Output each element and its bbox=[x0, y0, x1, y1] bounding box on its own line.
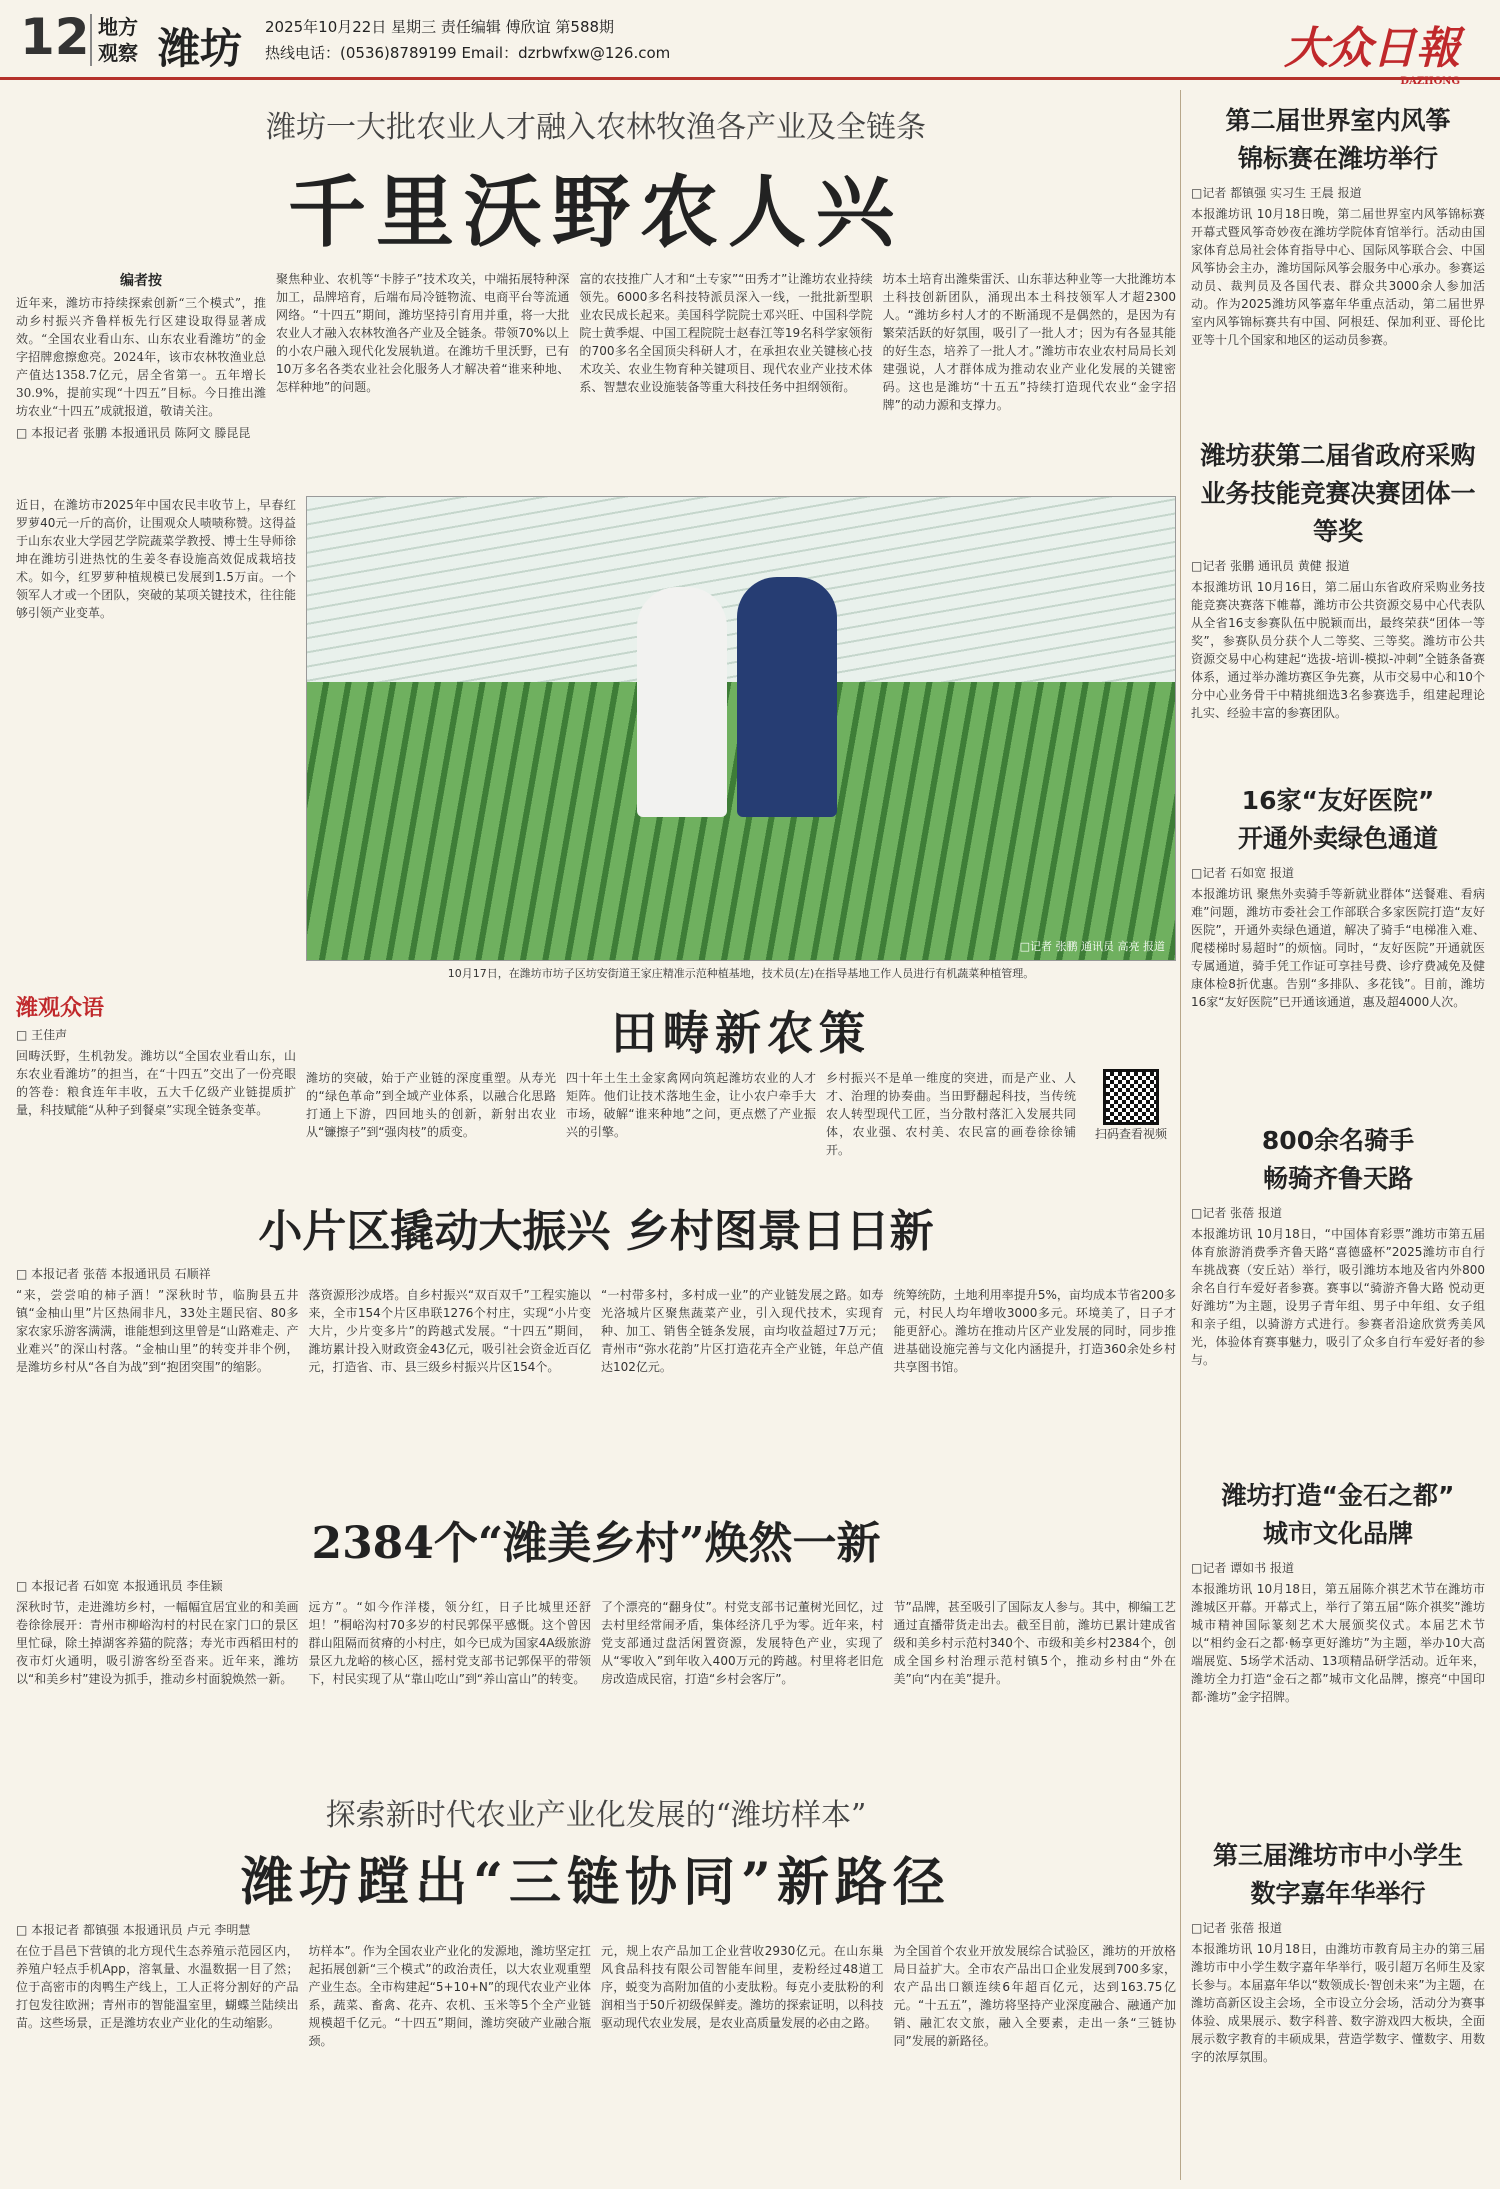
commentary-title: 田畴新农策 bbox=[611, 1006, 871, 1060]
story2-body: “来，尝尝咱的柿子酒！”深秋时节，临朐县五井镇“金柚山里”片区热闹非凡，33处主题民宿、80多家农家乐游客满满，谁能想到这里曾是“山路难走、产业难兴”的深山村落。“金柚山里”的转变并非个例，是潍坊乡村从“各自为战”到“抱团突围”的缩影。 落资源形沙成塔。自乡村振兴“双百双千”工程实施以来，全市154个片区串联1276个村庄，实现“小片变大片，少片变多片”的跨越式发展。“十四五”期间，潍坊累计投入财政资金43亿元，吸引社会资金近百亿元，打造省、市、县三级乡村振兴片区154个。 “一村带多村，多村成一业”的产业链发展之路。如寿光洛城片区聚焦蔬菜产业，引入现代技术，实现育种、加工、销售全链条发展，亩均收益超过7万元；青州市“弥水花韵”片区打造花卉全产业链，年总产值达102亿元。 统筹统防，土地利用率提升5%，亩均成本节省200多元，村民人均年增收3000多元。环境美了，日子才能更舒心。潍坊在推动片区产业发展的同时，同步推进基础设施完善与文化内涵提升，打造360余处乡村共享图书馆。 bbox=[16, 1288, 1176, 1374]
technician-figure bbox=[637, 587, 727, 817]
brief-0: 第二届世界室内风筝 锦标赛在潍坊举行 □记者 都镇强 实习生 王晨 报道 本报潍坊讯 10月18日晚，第二届世界室内风筝锦标赛开幕式暨风筝奇妙夜在潍坊学院体育馆举行。活动由国家体育总局社会体育指导中心、国际风筝联合会、中国风筝协会主办，潍坊国际风筝会服务中心承办。参赛运动员、裁判员及各国代表、群众共3000余人参加活动。作为2025潍坊风筝嘉年华重点活动，第二届世界室内风筝锦标赛共有中国、阿根廷、保加利亚、哥伦比亚等十几个国家和地区的运动员参赛。 bbox=[1191, 106, 1485, 347]
story4-body: 在位于昌邑下营镇的北方现代生态养殖示范园区内，养殖户轻点手机App，溶氧量、水温数据一目了然；位于高密市的肉鸭生产线上，工人正将分割好的产品打包发往欧洲；青州市的智能温室里，蝴蝶兰陆续出苗。这些场景，正是潍坊农业产业化的生动缩影。 坊样本”。作为全国农业产业化的发源地，潍坊坚定扛起拓展创新“三个模式”的政治责任，以大农业观重塑产业生态。全市构建起“5+10+N”的现代农业产业体系，蔬菜、畜禽、花卉、农机、玉米等5个全产业链规模超千亿元。“十四五”期间，潍坊突破产业融合瓶颈。 元，规上农产品加工企业营收2930亿元。在山东巢风食品科技有限公司智能车间里，麦粉经过48道工序，蜕变为高附加值的小麦肽粉。每克小麦肽粉的利润相当于50斤初级保鲜麦。潍坊的探索证明，以科技驱动现代农业发展，是农业高质量发展的必由之路。 为全国首个农业开放发展综合试验区，潍坊的开放格局日益扩大。全市农产品出口企业发展到700多家，农产品出口额连续6年超百亿元，达到163.75亿元。“十五五”，潍坊将坚持产业深度融合、融通产加销、融汇农文旅，融入全要素，走出一条“三链协同”发展的新路径。 bbox=[16, 1944, 1176, 2048]
story3-headline: 2384个“潍美乡村”焕然一新 bbox=[311, 1518, 881, 1569]
commentary-block: 潍观众语 □ 王佳声 回畴沃野，生机勃发。潍坊以“全国农业看山东，山东农业看潍坊”的担当，在“十四五”交出了一份亮眼的答卷：粮食连年丰收，五大千亿级产业链提质扩量，科技赋能“从种子到餐桌”实现全链条变革。 田畴新农策 潍坊的突破，始于产业链的深度重塑。从寿光的“绿色革命”到全域产业体系，以融合化思路打通上下游，四回地头的创新，新射出农业从“镰擦子”到“强肉枝”的质变。 四十年土生土金家禽网向筑起潍坊农业的人才矩阵。他们让技术落地生金，让小农户牵手大市场，破解“谁来种地”之问，更点燃了产业振兴的引擎。 乡村振兴不是单一维度的突进，而是产业、人才、治理的协奏曲。当田野翻起科技，当传统农人转型现代工匠，当分散村落汇入发展共同体，农业强、农村美、农民富的画卷徐徐铺开。 扫码查看视频 bbox=[16, 991, 1176, 1189]
worker-figure bbox=[737, 577, 837, 817]
issue-date: 2025年10月22日 星期三 责任编辑 傅欣谊 第588期 bbox=[265, 18, 615, 36]
main-column: 潍坊一大批农业人才融入农林牧渔各产业及全链条 千里沃野农人兴 编者按 近年来，潍坊市持续探索创新“三个模式”，推动乡村振兴齐鲁样板先行区建设取得显著成效。“全国农业看山东、山东农业看潍坊”的金字招牌愈擦愈亮。2024年，该市农林牧渔业总产值达1358.7亿元，居全省第一。五年增长30.9%，提前实现“十四五”目标。今日推出潍坊农业“十四五”成就报道，敬请关注。 □ 本报记者 张鹏 本报通讯员 陈阿文 滕昆昆 聚焦种业、农机等“卡脖子”技术攻关，中端拓展特种深加工，品牌培育，后端布局冷链物流、电商平台等流通网络。“十四五”期间，潍坊坚持引育用并重，将一大批农业人才融入农林牧渔各产业及全链条。带领70%以上的小农户融入现代化发展轨道。在潍坊千里沃野，已有10万多名各类农业社会化服务人才解决着“谁来种地、怎样种地”的问题。 富的农技推广人才和“土专家”“田秀才”让潍坊农业持续领先。6000多名科技特派员深入一线，一批批新型职业农民成长起来。美国科学院院士邓兴旺、中国科学院院士黄季焜、中国工程院院士赵春江等19名科学家领衔的700多名全国顶尖科研人才，在承担农业关键核心技术攻关、农业生物育种关键项目、现代农业产业技术体系、智慧农业设施装备等重大科技任务中担纲领衔。 坊本土培育出潍柴雷沃、山东菲达种业等一大批潍坊本土科技创新团队，涌现出本土科技领军人才超2300人。“潍坊乡村人才的不断涌现不是偶然的，是因为有繁荣活跃的好氛围，吸引了一批人才；因为有各显其能的好生态，培养了一批人才。”潍坊市农业农村局局长刘建强说，人才群体成为推动农业产业化发展的关键密码。这也是潍坊“十五五”持续打造现代农业“金字招牌”的动力源和支撑力。 近日，在潍坊市2025年中国农民丰收节上，早春红罗萝40元一斤的高价，让围观众人啧啧称赞。这得益于山东农业大学园艺学院蔬菜学教授、博士生导师徐坤在潍坊引进热忱的生姜冬春设施高效促成栽培技术。如今，红罗萝种植规模已发展到1.5万亩。一个领军人才或一个团队，突破的某项关键技术，往往能够引领产业变革。 □记者 张鹏 通讯员 高亮 报道 10月17日，在潍坊市坊子区坊安街道王家庄精准示范种植基地，技术员(左)在指导基地工作人员进行有机蔬菜种植管理。 潍观众语 □ 王佳声 回畴沃野，生机勃发。潍坊以“全国农业看山东，山东农业看潍坊”的担当，在“十四五”交出了一份亮眼的答卷：粮食连年丰收，五大千亿级产业链提质扩量，科技赋能“从种子到餐桌”实现全链条变革。 田畴新农策 潍坊的突破，始于产业链的深度重塑。从寿光的“绿色革命”到全域产业体系，以融合化思路打通上下游，四回地头的创新，新射出农业从“镰擦子”到“强肉枝”的质变。 四十年土生土金家禽网向筑起潍坊农业的人才矩阵。他们让技术落地生金，让小农户牵手大市场，破解“谁来种地”之问，更点燃了产业振兴的引擎。 乡村振兴不是单一维度的突进，而是产业、人才、治理的协奏曲。当田野翻起科技，当传统农人转型现代工匠，当分散村落汇入发展共同体，农业强、农村美、农民富的画卷徐徐铺开。 扫码查看视频 小片区撬动大振兴 乡村图景日日新 □ 本报记者 张蓓 本报通讯员 石顺祥 “来，尝尝咱的柿子酒！”深秋时节，临朐县五井镇“金柚山里”片区热闹非凡，33处主题民宿、80多家农家乐游客满满，谁能想到这里曾是“山路难走、产业难兴”的深山村落。“金柚山里”的转变并非个例，是潍坊乡村从“各自为战”到“抱团突围”的缩影。 落资源形沙成塔。自乡村振兴“双百双千”工程实施以来，全市154个片区串联1276个村庄，实现“小片变大片，少片变多片”的跨越式发展。“十四五”期间，潍坊累计投入财政资金43亿元，吸引社会资金近百亿元，打造省、市、县三级乡村振兴片区154个。 “一村带多村，多村成一业”的产业链发展之路。如寿光洛城片区聚焦蔬菜产业，引入现代技术，实现育种、加工、销售全链条发展，亩均收益超过7万元；青州市“弥水花韵”片区打造花卉全产业链，年总产值达102亿元。 统筹统防，土地利用率提升5%，亩均成本节省200多元，村民人均年增收3000多元。环境美了，日子才能更舒心。潍坊在推动片区产业发展的同时，同步推进基础设施完善与文化内涵提升，打造360余处乡村共享图书馆。 2384个“潍美乡村”焕然一新 □ 本报记者 石如宽 本报通讯员 李佳颖 深秋时节，走进潍坊乡村，一幅幅宜居宜业的和美画卷徐徐展开：青州市柳峪沟村的村民在家门口的景区里忙碌，除土掉湖客养猫的院落；寿光市西稻田村的夜市灯火通明，吸引游客纷至沓来。近年来，潍坊以“和美乡村”建设为抓手，推动乡村面貌焕然一新。 远方”。“如今作洋楼，领分红，日子比城里还舒坦！”桐峪沟村70多岁的村民郭保平感慨。这个曾因群山阻隔而贫瘠的小村庄，如今已成为国家4A级旅游景区九龙峪的核心区，摇村党支部书记郭保平的带领下，村民实现了从“靠山吃山”到“养山富山”的转变。 了个漂亮的“翻身仗”。村党支部书记董树光回忆，过去村里经常闹矛盾，集体经济几乎为零。近年来，村党支部通过盘活闲置资源，发展特色产业，实现了从“零收入”到年收入400万元的跨越。村里将老旧危房改造成民宿，打造“乡村会客厅”。 节”品牌，甚至吸引了国际友人参与。其中，柳编工艺通过直播带货走出去。截至目前，潍坊已累计建成省级和美乡村示范村340个、市级和美乡村2384个，创成全国乡村治理示范村镇5个，推动乡村由“外在美”向“内在美”提升。 探索新时代农业产业化发展的“潍坊样本” 潍坊蹚出“三链协同”新路径 □ 本报记者 都镇强 本报通讯员 卢元 李明慧 在位于昌邑下营镇的北方现代生态养殖示范园区内，养殖户轻点手机App，溶氧量、水温数据一目了然；位于高密市的肉鸭生产线上，工人正将分割好的产品打包发往欧洲；青州市的智能温室里，蝴蝶兰陆续出苗。这些场景，正是潍坊农业产业化的生动缩影。 坊样本”。作为全国农业产业化的发源地，潍坊坚定扛起拓展创新“三个模式”的政治责任，以大农业观重塑产业生态。全市构建起“5+10+N”的现代农业产业体系，蔬菜、畜禽、花卉、农机、玉米等5个全产业链规模超千亿元。“十四五”期间，潍坊突破产业融合瓶颈。 元，规上农产品加工企业营收2930亿元。在山东巢风食品科技有限公司智能车间里，麦粉经过48道工序，蜕变为高附加值的小麦肽粉。每克小麦肽粉的利润相当于50斤初级保鲜麦。潍坊的探索证明，以科技驱动现代农业发展，是农业高质量发展的必由之路。 为全国首个农业开放发展综合试验区，潍坊的开放格局日益扩大。全市农产品出口企业发展到700多家，农产品出口额连续6年超百亿元，达到163.75亿元。“十五五”，潍坊将坚持产业深度融合、融通产加销、融汇农文旅，融入全要素，走出一条“三链协同”发展的新路径。 bbox=[16, 90, 1176, 2142]
story3-body: 深秋时节，走进潍坊乡村，一幅幅宜居宜业的和美画卷徐徐展开：青州市柳峪沟村的村民在家门口的景区里忙碌，除土掉湖客养猫的院落；寿光市西稻田村的夜市灯火通明，吸引游客纷至沓来。近年来，潍坊以“和美乡村”建设为抓手，推动乡村面貌焕然一新。 远方”。“如今作洋楼，领分红，日子比城里还舒坦！”桐峪沟村70多岁的村民郭保平感慨。这个曾因群山阻隔而贫瘠的小村庄，如今已成为国家4A级旅游景区九龙峪的核心区，摇村党支部书记郭保平的带领下，村民实现了从“靠山吃山”到“养山富山”的转变。 了个漂亮的“翻身仗”。村党支部书记董树光回忆，过去村里经常闹矛盾，集体经济几乎为零。近年来，村党支部通过盘活闲置资源，发展特色产业，实现了从“零收入”到年收入400万元的跨越。村里将老旧危房改造成民宿，打造“乡村会客厅”。 节”品牌，甚至吸引了国际友人参与。其中，柳编工艺通过直播带货走出去。截至目前，潍坊已累计建成省级和美乡村示范村340个、市级和美乡村2384个，创成全国乡村治理示范村镇5个，推动乡村由“外在美”向“内在美”提升。 bbox=[16, 1600, 1176, 1686]
story2-headline: 小片区撬动大振兴 乡村图景日日新 bbox=[258, 1206, 934, 1257]
contact-line: 热线电话：(0536)8789199 Email：dzrbwfxw@126.com bbox=[265, 44, 671, 62]
brief-3: 800余名骑手 畅骑齐鲁天路 □记者 张蓓 报道 本报潍坊讯 10月18日，“中国体育彩票”潍坊市第五届体育旅游消费季齐鲁天路“喜德盛杯”2025潍坊市自行车挑战赛（安丘站）举行，吸引潍坊本地及省内外800余名自行车爱好者参赛。赛事以“骑游齐鲁大路 悦动更好潍坊”为主题，设男子青年组、男子中年组、女子组和亲子组，以骑游方式进行。参赛者沿途欣赏秀美风光，体验体育赛事魅力，吸引了众多自行车爱好者的参与。 bbox=[1191, 1126, 1485, 1367]
story4-headline: 潍坊蹚出“三链协同”新路径 bbox=[241, 1852, 951, 1913]
qr-code[interactable] bbox=[1103, 1069, 1159, 1125]
editor-note: 编者按 近年来，潍坊市持续探索创新“三个模式”，推动乡村振兴齐鲁样板先行区建设取得显著成效。“全国农业看山东、山东农业看潍坊”的金字招牌愈擦愈亮。2024年，该市农林牧渔业总产值达1358.7亿元，居全省第一。五年增长30.9%，提前实现“十四五”目标。今日推出潍坊农业“十四五”成就报道，敬请关注。 □ 本报记者 张鹏 本报通讯员 陈阿文 滕昆昆 bbox=[16, 273, 266, 440]
story4-kicker: 探索新时代农业产业化发展的“潍坊样本” bbox=[325, 1798, 867, 1833]
lead-headline: 千里沃野农人兴 bbox=[287, 167, 904, 258]
greenhouse-photo: □记者 张鹏 通讯员 高亮 报道 bbox=[306, 496, 1176, 961]
commentary-label: 潍观众语 bbox=[16, 996, 105, 1021]
brief-5: 第三届潍坊市中小学生 数字嘉年华举行 □记者 张蓓 报道 本报潍坊讯 10月18日，由潍坊市教育局主办的第三届潍坊市中小学生数字嘉年华举行，吸引超万名师生及家长参与。本届嘉年华以“数领成长·智创未来”为主题，在潍坊高新区设主会场，全市设立分会场，活动分为赛事体验、成果展示、数字科普、数字游戏四大板块，全面展示数字教育的丰硕成果，营造学数字、懂数字、用数字的浓厚氛围。 bbox=[1191, 1841, 1485, 2064]
side-column bbox=[1180, 90, 1485, 2180]
photo-caption: 10月17日，在潍坊市坊子区坊安街道王家庄精准示范种植基地，技术员(左)在指导基地工作人员进行有机蔬菜种植管理。 bbox=[447, 967, 1035, 980]
section-name: 地方观察 bbox=[90, 14, 150, 66]
lead-top bbox=[16, 270, 1176, 490]
lead-byline: □ 本报记者 张鹏 本报通讯员 陈阿文 滕昆昆 bbox=[16, 426, 251, 440]
brief-1: 潍坊获第二届省政府采购 业务技能竞赛决赛团体一等奖 □记者 张鹏 通讯员 黄健 报道 本报潍坊讯 10月16日，第二届山东省政府采购业务技能竞赛决赛落下帷幕，潍坊市公共资源交易中心代表队从全省16支参赛队伍中脱颖而出，最终荣获“团体一等奖”，参赛队员分获个人二等奖、三等奖。潍坊市公共资源交易中心构建起“选拔-培训-模拟-冲刺”全链条备赛体系，通过举办潍坊赛区争先赛，从市交易中心和10个分中心业务骨干中精挑细选3名参赛选手，组建起理论扎实、经验丰富的参赛团队。 bbox=[1191, 441, 1485, 720]
lead-kicker: 潍坊一大批农业人才融入农林牧渔各产业及全链条 bbox=[266, 110, 926, 145]
brief-4: 潍坊打造“金石之都” 城市文化品牌 □记者 谭如书 报道 本报潍坊讯 10月18日，第五届陈介祺艺术节在潍坊市潍城区开幕。开幕式上，举行了第五届“陈介祺奖”潍坊城市精神国际篆刻艺术大展颁奖仪式。本届艺术节以“相约金石之都·畅享更好潍坊”为主题，举办10大高端展览、5场学术活动、13项精品研学活动。近年来，潍坊全力打造“金石之都”城市文化品牌，擦亮“中国印都·潍坊”金字招牌。 bbox=[1191, 1481, 1485, 1704]
lead-mid bbox=[16, 496, 1176, 985]
city-name: 潍坊 bbox=[158, 24, 243, 73]
brief-2: 16家“友好医院” 开通外卖绿色通道 □记者 石如宽 报道 本报潍坊讯 聚焦外卖骑手等新就业群体“送餐难、看病难”问题，潍坊市委社会工作部联合多家医院打造“友好医院”，开通外卖绿色通道，解决了骑手“电梯准入难、爬楼梯时易超时”的烦恼。同时，“友好医院”开通就医专属通道，骑手凭工作证可享挂号费、诊疗费减免及健康体检8折优惠。告别“多排队、多花钱”。目前，潍坊16家“友好医院”已开通该通道，惠及超4000人次。 bbox=[1191, 786, 1485, 1009]
lead-photo-block bbox=[306, 496, 1176, 985]
lead-body-1: 近日，在潍坊市2025年中国农民丰收节上，早春红罗萝40元一斤的高价，让围观众人啧啧称赞。这得益于山东农业大学园艺学院蔬菜学教授、博士生导师徐坤在潍坊引进热忱的生姜冬春设施高效促成栽培技术。如今，红罗萝种植规模已发展到1.5万亩。一个领军人才或一个团队，突破的某项关键技术，往往能够引领产业变革。 bbox=[16, 498, 296, 620]
page-number: 12 bbox=[20, 8, 90, 66]
issue-meta bbox=[265, 14, 670, 66]
lead-text-top: 聚焦种业、农机等“卡脖子”技术攻关，中端拓展特种深加工，品牌培育，后端布局冷链物流、电商平台等流通网络。“十四五”期间，潍坊坚持引育用并重，将一大批农业人才融入农林牧渔各产业及全链条。带领70%以上的小农户融入现代化发展轨道。在潍坊千里沃野，已有10万多名各类农业社会化服务人才解决着“谁来种地、怎样种地”的问题。 富的农技推广人才和“土专家”“田秀才”让潍坊农业持续领先。6000多名科技特派员深入一线，一批批新型职业农民成长起来。美国科学院院士邓兴旺、中国科学院院士黄季焜、中国工程院院士赵春江等19名科学家领衔的700多名全国顶尖科研人才，在承担农业关键核心技术攻关、农业生物育种关键项目、现代农业产业技术体系、智慧农业设施装备等重大科技任务中担纲领衔。 坊本土培育出潍柴雷沃、山东菲达种业等一大批潍坊本土科技创新团队，涌现出本土科技领军人才超2300人。“潍坊乡村人才的不断涌现不是偶然的，是因为有繁荣活跃的好氛围，吸引了一批人才；因为有各显其能的好生态，培养了一批人才。”潍坊市农业农村局局长刘建强说，人才群体成为推动农业产业化发展的关键密码。这也是潍坊“十五五”持续打造现代农业“金字招牌”的动力源和支撑力。 bbox=[276, 272, 1176, 412]
newspaper-logo: 大众日報 DAZHONG bbox=[1284, 23, 1460, 87]
masthead bbox=[0, 0, 1500, 87]
